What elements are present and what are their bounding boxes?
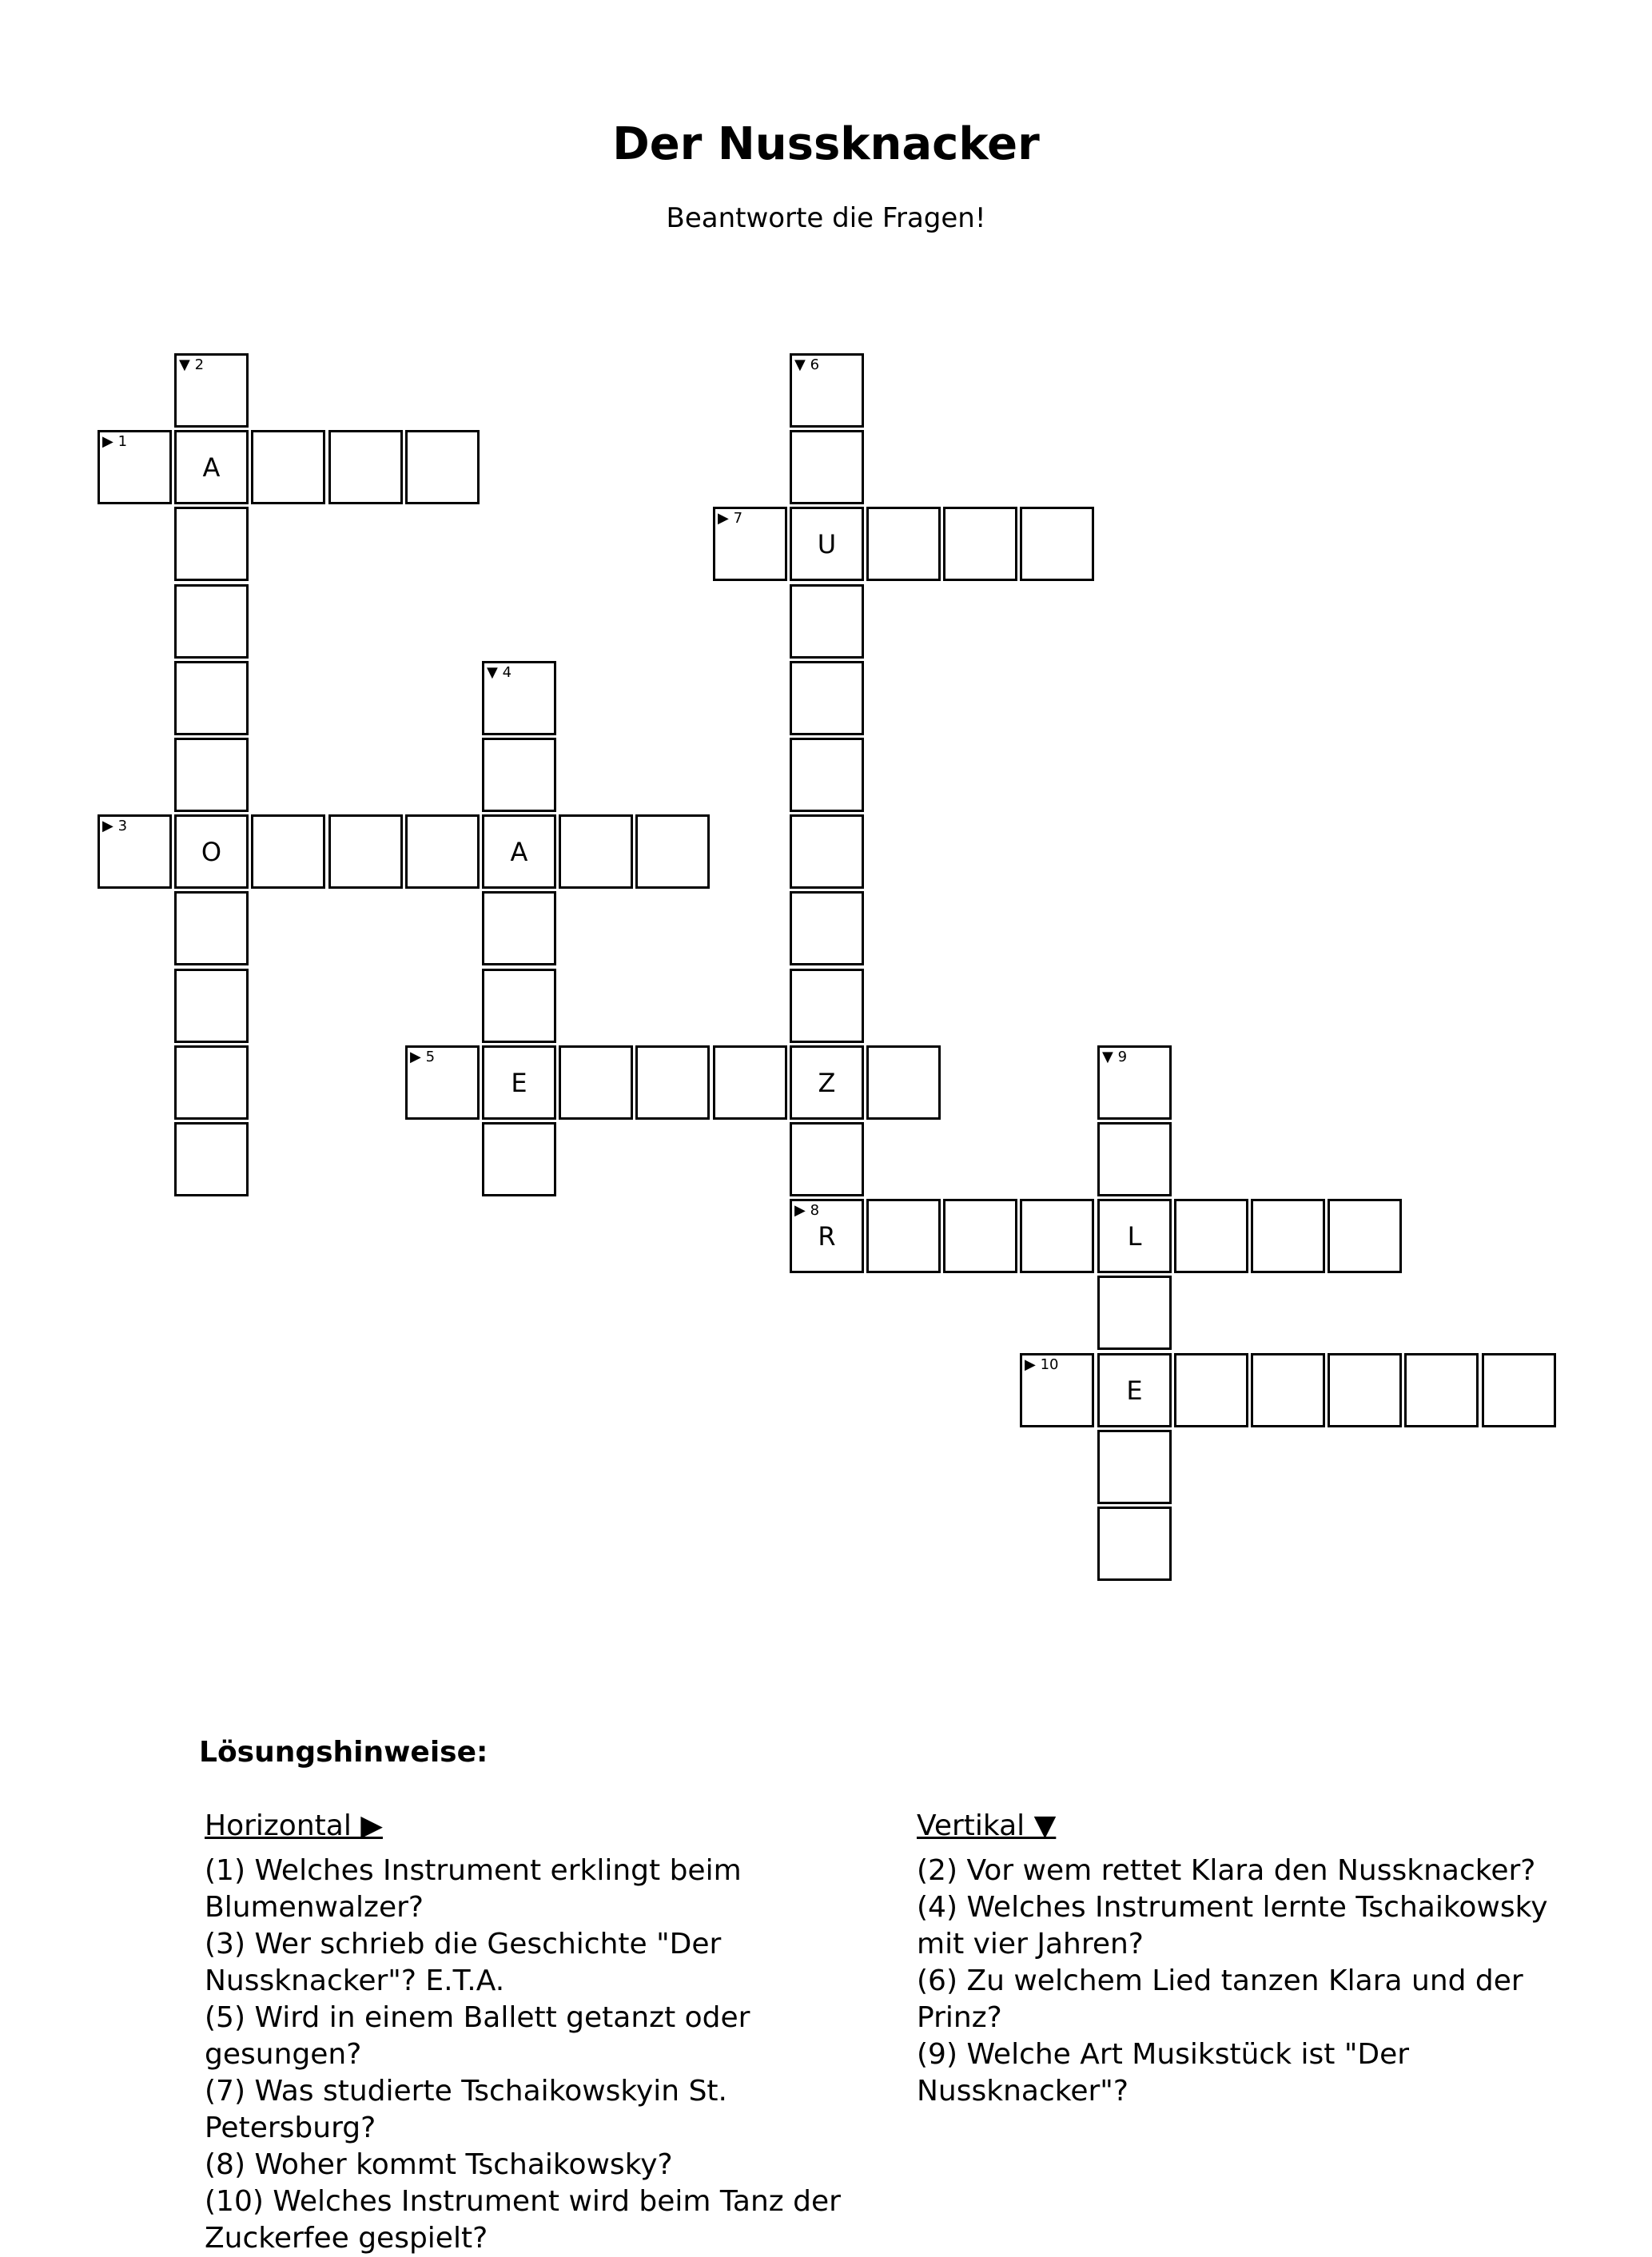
crossword-cell[interactable] [482, 814, 556, 889]
crossword-cell[interactable] [713, 1045, 787, 1120]
crossword-cell[interactable] [174, 430, 249, 504]
page-title: Der Nussknacker [612, 118, 1040, 170]
crossword-cell[interactable] [635, 814, 710, 889]
crossword-cell[interactable] [790, 661, 864, 735]
crossword-cell[interactable] [251, 430, 325, 504]
crossword-cell[interactable] [790, 1122, 864, 1196]
crossword-cell[interactable] [482, 738, 556, 812]
clue-down-2: (2) Vor wem rettet Klara den Nussknacker? [917, 1854, 1536, 1887]
clue-across-8: (8) Woher kommt Tschaikowsky? [205, 2148, 673, 2181]
crossword-cell[interactable] [1404, 1353, 1479, 1427]
crossword-cell[interactable] [1174, 1199, 1248, 1273]
crossword-cell[interactable] [790, 969, 864, 1043]
clue-number: ▶ 3 [102, 818, 128, 834]
crossword-cell[interactable] [790, 738, 864, 812]
crossword-cell[interactable] [790, 584, 864, 659]
given-letter: E [1126, 1375, 1143, 1406]
clue-down-6: (6) Zu welchem Lied tanzen Klara und der Prinz? [917, 1964, 1523, 2034]
crossword-cell[interactable] [1251, 1199, 1325, 1273]
crossword-cell[interactable] [866, 1045, 941, 1120]
crossword-cell[interactable] [482, 1045, 556, 1120]
clue-number: ▼ 4 [487, 664, 512, 681]
given-letter: A [510, 836, 528, 867]
crossword-cell[interactable] [1097, 1276, 1172, 1350]
crossword-cell[interactable] [1097, 1199, 1172, 1273]
crossword-cell[interactable] [559, 814, 633, 889]
given-letter: R [818, 1220, 836, 1252]
vertical-heading: Vertikal ▼ [917, 1809, 1057, 1842]
crossword-cell[interactable] [174, 507, 249, 581]
crossword-cell[interactable] [790, 1199, 864, 1273]
clue-number: ▶ 7 [718, 510, 743, 527]
clue-across-7: (7) Was studierte Tschaikowskyin St. Petersburg? [205, 2075, 727, 2144]
crossword-cell[interactable] [174, 1045, 249, 1120]
crossword-cell[interactable] [790, 1045, 864, 1120]
hints-heading: Lösungshinweise: [199, 1736, 488, 1769]
crossword-cell[interactable] [1097, 1430, 1172, 1504]
crossword-cell[interactable] [635, 1045, 710, 1120]
crossword-cell[interactable] [790, 891, 864, 965]
crossword-cell[interactable] [98, 814, 172, 889]
crossword-cell[interactable] [790, 430, 864, 504]
crossword-cell[interactable] [405, 430, 480, 504]
crossword-cell[interactable] [328, 814, 403, 889]
crossword-cell[interactable] [790, 353, 864, 428]
given-letter: E [511, 1067, 527, 1098]
crossword-cell[interactable] [1097, 1122, 1172, 1196]
crossword-cell[interactable] [174, 969, 249, 1043]
crossword-cell[interactable] [251, 814, 325, 889]
clue-across-3: (3) Wer schrieb die Geschichte "Der Nussknacker"? E.T.A. [205, 1928, 722, 1997]
crossword-cell[interactable] [405, 814, 480, 889]
clue-down-4: (4) Welches Instrument lernte Tschaikowsky mit vier Jahren? [917, 1891, 1548, 1960]
clue-across-5: (5) Wird in einem Ballett getanzt oder gesungen? [205, 2001, 750, 2071]
given-letter: L [1127, 1220, 1142, 1252]
clue-number: ▶ 8 [794, 1202, 820, 1219]
crossword-cell[interactable] [713, 507, 787, 581]
clue-number: ▶ 1 [102, 433, 128, 450]
crossword-cell[interactable] [174, 1122, 249, 1196]
clue-down-9: (9) Welche Art Musikstück ist "Der Nussknacker"? [917, 2038, 1410, 2108]
crossword-cell[interactable] [1097, 1507, 1172, 1581]
vertical-clues [917, 1808, 1556, 2110]
page-subtitle: Beantworte die Fragen! [666, 202, 986, 234]
crossword-cell[interactable] [482, 969, 556, 1043]
crossword-cell[interactable] [1020, 507, 1094, 581]
given-letter: Z [818, 1067, 836, 1098]
crossword-cell[interactable] [559, 1045, 633, 1120]
crossword-cell[interactable] [1328, 1199, 1402, 1273]
crossword-cell[interactable] [1097, 1045, 1172, 1120]
clue-across-1: (1) Welches Instrument erklingt beim Blumenwalzer? [205, 1854, 742, 1924]
crossword-cell[interactable] [1174, 1353, 1248, 1427]
crossword-cell[interactable] [174, 891, 249, 965]
crossword-cell[interactable] [405, 1045, 480, 1120]
clue-number: ▼ 6 [794, 356, 820, 373]
crossword-cell[interactable] [866, 1199, 941, 1273]
crossword-cell[interactable] [1328, 1353, 1402, 1427]
crossword-cell[interactable] [1020, 1199, 1094, 1273]
clue-number: ▼ 2 [179, 356, 205, 373]
crossword-cell[interactable] [790, 507, 864, 581]
crossword-cell[interactable] [866, 507, 941, 581]
horizontal-clues [205, 1808, 892, 2257]
crossword-cell[interactable] [1097, 1353, 1172, 1427]
crossword-cell[interactable] [174, 814, 249, 889]
crossword-cell[interactable] [482, 891, 556, 965]
crossword-cell[interactable] [943, 507, 1017, 581]
crossword-cell[interactable] [174, 661, 249, 735]
crossword-cell[interactable] [482, 661, 556, 735]
crossword-cell[interactable] [98, 430, 172, 504]
crossword-cell[interactable] [790, 814, 864, 889]
crossword-cell[interactable] [1482, 1353, 1556, 1427]
horizontal-heading: Horizontal ▶ [205, 1809, 383, 1842]
given-letter: U [817, 528, 837, 559]
clue-number: ▶ 10 [1025, 1356, 1059, 1373]
crossword-cell[interactable] [174, 584, 249, 659]
crossword-cell[interactable] [174, 738, 249, 812]
crossword-cell[interactable] [328, 430, 403, 504]
crossword-cell[interactable] [1251, 1353, 1325, 1427]
crossword-cell[interactable] [943, 1199, 1017, 1273]
clue-number: ▶ 5 [410, 1049, 436, 1065]
given-letter: A [202, 452, 221, 483]
crossword-cell[interactable] [174, 353, 249, 428]
clue-across-10: (10) Welches Instrument wird beim Tanz der Zuckerfee gespielt? [205, 2185, 841, 2255]
given-letter: O [201, 836, 222, 867]
crossword-cell[interactable] [482, 1122, 556, 1196]
crossword-cell[interactable] [1020, 1353, 1094, 1427]
clue-number: ▼ 9 [1102, 1049, 1128, 1065]
